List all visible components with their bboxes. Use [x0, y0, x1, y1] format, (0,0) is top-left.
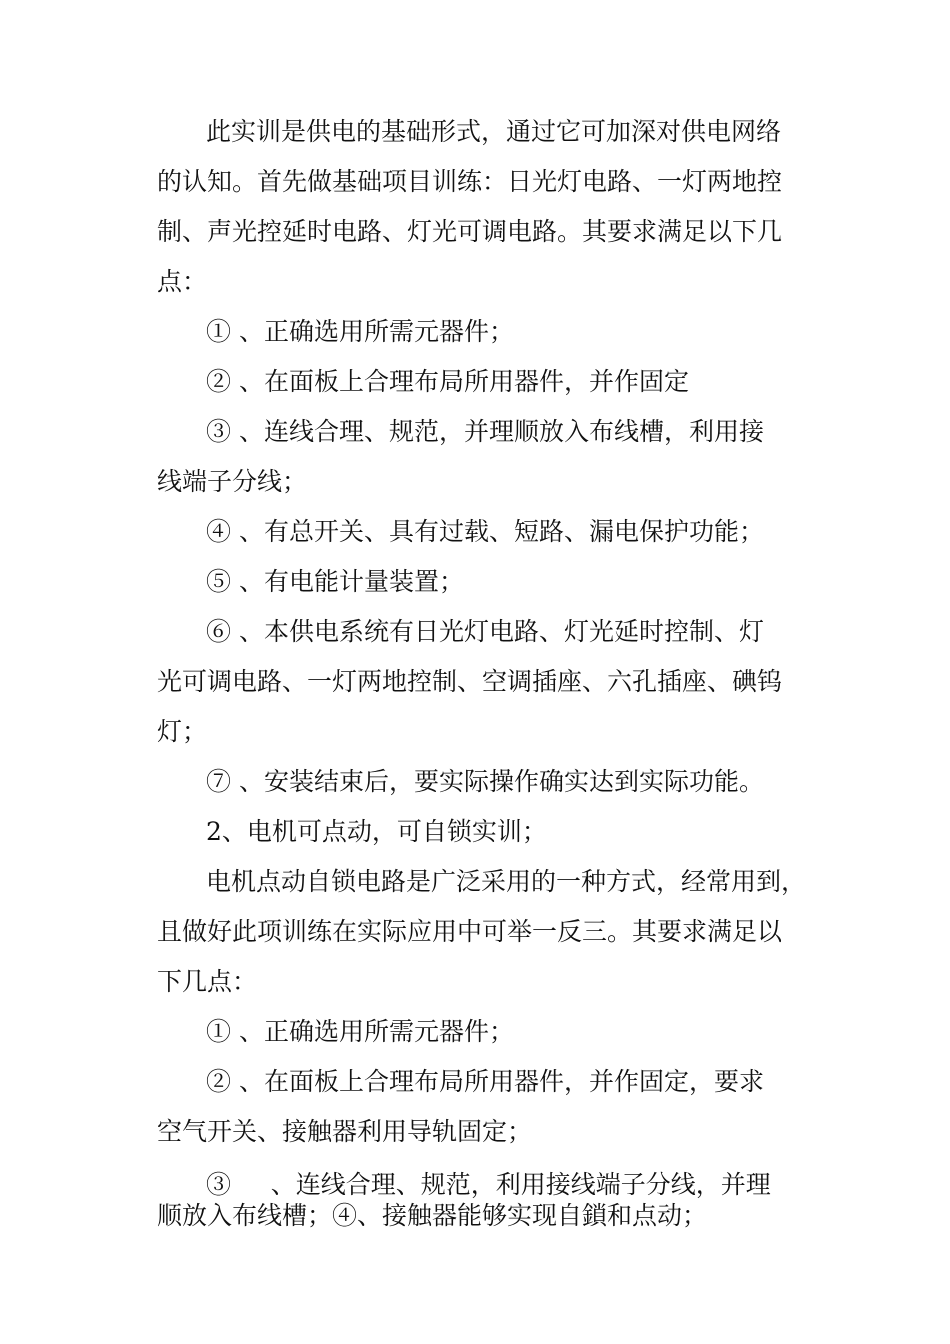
- list-item: ④ 、有总开关、具有过载、短路、漏电保护功能；: [206, 517, 764, 546]
- list-item: ⑦ 、安装结束后，要实际操作确实达到实际功能。: [206, 767, 764, 796]
- text-line: 点：: [157, 267, 208, 296]
- list-item: ③ 、连线合理、规范，利用接线端子分线，并理: [206, 1170, 771, 1199]
- text-line: 此实训是供电的基础形式，通过它可加深对供电网络: [206, 117, 782, 146]
- text-line: 的认知。首先做基础项目训练：日光灯电路、一灯两地控: [157, 167, 783, 196]
- text-line: 下几点：: [157, 967, 258, 996]
- list-item: ③ 、连线合理、规范，并理顺放入布线槽，利用接: [206, 417, 764, 446]
- list-item: ① 、正确选用所需元器件；: [206, 1017, 514, 1046]
- list-item: ⑥ 、本供电系统有日光灯电路、灯光延时控制、灯: [206, 617, 764, 646]
- text-line: 空气开关、接触器利用导轨固定；: [157, 1117, 533, 1146]
- text-line: 制、声光控延时电路、灯光可调电路。其要求满足以下几: [157, 217, 783, 246]
- text-line: 且做好此项训练在实际应用中可举一反三。其要求满足以: [157, 917, 783, 946]
- text-line: 线端子分线；: [157, 467, 308, 496]
- text-line: 电机点动自锁电路是广泛采用的一种方式，经常用到，: [206, 867, 807, 896]
- text-line: 灯；: [157, 717, 208, 746]
- section-heading: 2、电机可点动，可自锁实训；: [206, 817, 547, 846]
- list-item: ⑤ 、有电能计量装置；: [206, 567, 464, 596]
- list-item: ② 、在面板上合理布局所用器件，并作固定: [206, 367, 689, 396]
- text-line: 顺放入布线槽；④、接触器能够实现自鎖和点动；: [157, 1201, 708, 1230]
- text-line: 光可调电路、一灯两地控制、空调插座、六孔插座、碘钨: [157, 667, 783, 696]
- list-item: ② 、在面板上合理布局所用器件，并作固定，要求: [206, 1067, 764, 1096]
- list-item: ① 、正确选用所需元器件；: [206, 317, 514, 346]
